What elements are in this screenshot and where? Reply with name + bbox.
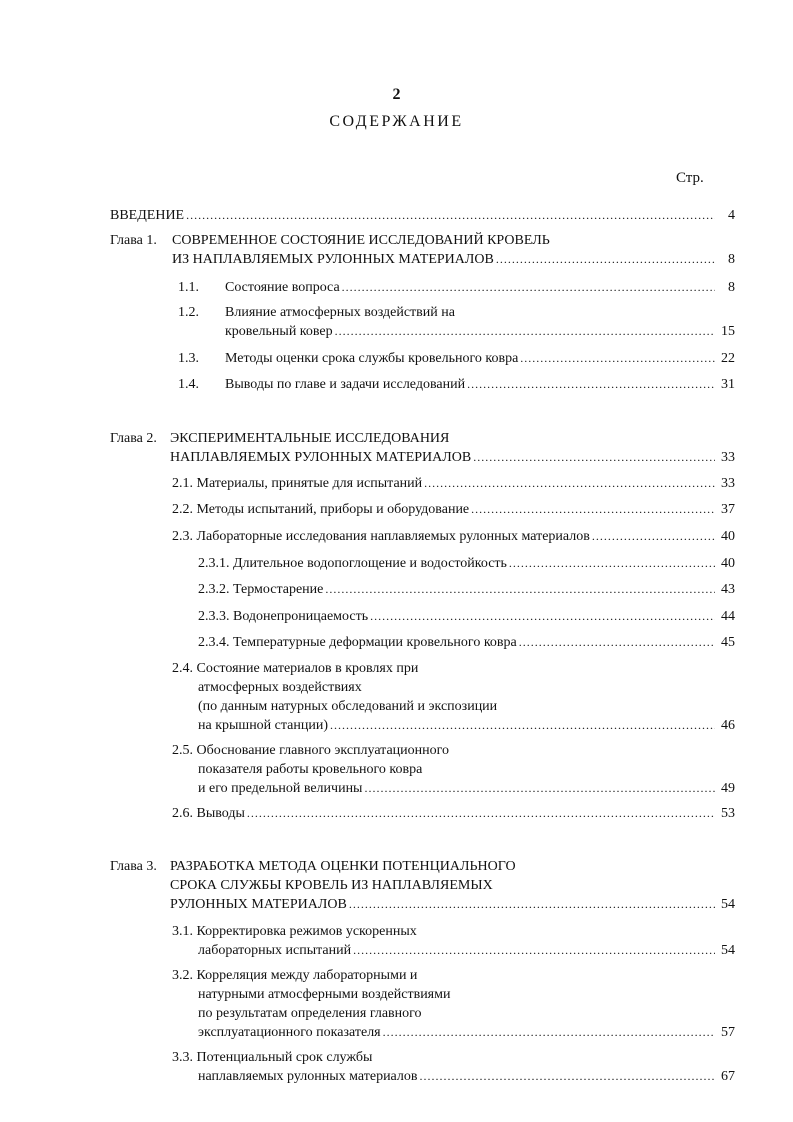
dot-leader <box>330 716 715 735</box>
dot-leader <box>519 633 715 652</box>
section-number: 1.1. <box>178 280 199 295</box>
section-1.3[interactable] <box>225 349 735 368</box>
dot-leader <box>353 941 715 960</box>
dot-leader <box>349 895 715 914</box>
dot-leader <box>364 779 715 798</box>
dot-leader <box>424 474 715 493</box>
page-ref: 44 <box>721 609 735 624</box>
page-ref: 46 <box>721 718 735 733</box>
chapter-2-section[interactable] <box>198 607 735 626</box>
entry-text-line: и его предельной величины <box>198 781 363 796</box>
entry-text-line: эксплуатационного показателя <box>198 1025 381 1040</box>
entry-text-line: 2.1. Материалы, принятые для испытаний <box>172 476 423 491</box>
dot-leader <box>467 375 715 394</box>
dot-leader <box>335 322 715 341</box>
page-ref: 8 <box>728 252 735 267</box>
chapter-2-section[interactable] <box>172 659 735 735</box>
dot-leader <box>520 349 715 368</box>
page-ref: 8 <box>728 280 735 295</box>
chapter-2-section[interactable] <box>172 500 735 519</box>
entry-text-line: Влияние атмосферных воздействий на <box>225 305 455 320</box>
entry-text-line: атмосферных воздействиях <box>198 680 362 695</box>
entry-text-line: ВВЕДЕНИЕ <box>110 208 185 223</box>
entry-text-line: 2.3.3. Водонепроницаемость <box>198 609 369 624</box>
page-ref: 67 <box>721 1069 735 1084</box>
page-ref: 40 <box>721 556 735 571</box>
dot-leader <box>496 250 715 269</box>
entry-text-line: натурными атмосферными воздействиями <box>198 987 451 1002</box>
page-ref: 53 <box>721 806 735 821</box>
dot-leader <box>383 1023 715 1042</box>
section-1.4[interactable] <box>225 375 735 394</box>
page-ref: 37 <box>721 502 735 517</box>
dot-leader <box>325 580 715 599</box>
entry-text-line: 3.3. Потенциальный срок службы <box>172 1050 373 1065</box>
page-number: 2 <box>392 86 401 103</box>
chapter-2-section[interactable] <box>198 554 735 573</box>
entry-text-line: ИЗ НАПЛАВЛЯЕМЫХ РУЛОННЫХ МАТЕРИАЛОВ <box>172 252 494 267</box>
entry-text-line: наплавляемых рулонных материалов <box>198 1069 418 1084</box>
page-ref: 31 <box>721 377 735 392</box>
chapter-2-section[interactable] <box>198 580 735 599</box>
entry-text-line: СРОКА СЛУЖБЫ КРОВЕЛЬ ИЗ НАПЛАВЛЯЕМЫХ <box>170 878 493 893</box>
chapter-3-entry[interactable] <box>170 857 735 914</box>
chapter-2-label: Глава 2. <box>110 431 157 446</box>
entry-text-line: Состояние вопроса <box>225 280 340 295</box>
entry-text-line: (по данным натурных обследований и экспозиции <box>198 699 498 714</box>
intro-entry[interactable] <box>110 206 735 225</box>
chapter-2-section[interactable] <box>172 474 735 493</box>
dot-leader <box>473 448 715 467</box>
entry-text-line: 2.3. Лабораторные исследования наплавляемых рулонных материалов <box>172 529 590 544</box>
entry-text-line: Выводы по главе и задачи исследований <box>225 377 466 392</box>
dot-leader <box>420 1067 716 1086</box>
section-number: 1.2. <box>178 305 199 320</box>
entry-text-line: 2.3.2. Термостарение <box>198 582 324 597</box>
entry-text-line: 2.3.4. Температурные деформации кровельного ковра <box>198 635 517 650</box>
entry-text-line: РАЗРАБОТКА МЕТОДА ОЦЕНКИ ПОТЕНЦИАЛЬНОГО <box>170 859 516 874</box>
entry-text-line: 2.5. Обоснование главного эксплуатационного <box>172 743 450 758</box>
chapter-2-section[interactable] <box>172 804 735 823</box>
page-ref: 54 <box>721 943 735 958</box>
pages-column-label: Стр. <box>676 170 704 186</box>
entry-text-line: кровельный ковер <box>225 324 333 339</box>
dot-leader <box>370 607 715 626</box>
chapter-3-label: Глава 3. <box>110 859 157 874</box>
page-ref: 15 <box>721 324 735 339</box>
entry-text-line: РУЛОННЫХ МАТЕРИАЛОВ <box>170 897 347 912</box>
page-ref: 22 <box>721 351 735 366</box>
page-ref: 4 <box>728 208 735 223</box>
dot-leader <box>509 554 715 573</box>
chapter-2-entry[interactable] <box>170 429 735 467</box>
page-title: СОДЕРЖАНИЕ <box>329 113 464 130</box>
chapter-3-section[interactable] <box>172 1048 735 1086</box>
page-ref: 54 <box>721 897 735 912</box>
entry-text-line: на крышной станции) <box>198 718 329 733</box>
entry-text-line: 2.4. Состояние материалов в кровлях при <box>172 661 419 676</box>
entry-text-line: НАПЛАВЛЯЕМЫХ РУЛОННЫХ МАТЕРИАЛОВ <box>170 450 472 465</box>
entry-text-line: 2.3.1. Длительное водопоглощение и водостойкость <box>198 556 507 571</box>
page-ref: 33 <box>721 476 735 491</box>
section-1.1[interactable] <box>225 278 735 297</box>
chapter-1-entry[interactable] <box>172 231 735 269</box>
section-number: 1.3. <box>178 351 199 366</box>
chapter-2-section[interactable] <box>172 527 735 546</box>
entry-text-line: 2.6. Выводы <box>172 806 245 821</box>
chapter-2-section[interactable] <box>172 741 735 798</box>
dot-leader <box>592 527 715 546</box>
section-number: 1.4. <box>178 377 199 392</box>
entry-text-line: лабораторных испытаний <box>198 943 352 958</box>
page-ref: 43 <box>721 582 735 597</box>
entry-text-line: СОВРЕМЕННОЕ СОСТОЯНИЕ ИССЛЕДОВАНИЙ КРОВЕЛЬ <box>172 233 550 248</box>
entry-text-line: 3.1. Корректировка режимов ускоренных <box>172 924 417 939</box>
dot-leader <box>247 804 715 823</box>
entry-text-line: показателя работы кровельного ковра <box>198 762 423 777</box>
entry-text-line: ЭКСПЕРИМЕНТАЛЬНЫЕ ИССЛЕДОВАНИЯ <box>170 431 450 446</box>
page-ref: 33 <box>721 450 735 465</box>
page-ref: 57 <box>721 1025 735 1040</box>
entry-text-line: по результатам определения главного <box>198 1006 422 1021</box>
chapter-1-label: Глава 1. <box>110 233 157 248</box>
dot-leader <box>342 278 715 297</box>
section-1.2[interactable] <box>225 303 735 341</box>
entry-text-line: 3.2. Корреляция между лабораторными и <box>172 968 418 983</box>
dot-leader <box>471 500 715 519</box>
entry-text-line: Методы оценки срока службы кровельного ковра <box>225 351 519 366</box>
entry-text-line: 2.2. Методы испытаний, приборы и оборудование <box>172 502 470 517</box>
chapter-2-section[interactable] <box>198 633 735 652</box>
page-ref: 40 <box>721 529 735 544</box>
page-ref: 49 <box>721 781 735 796</box>
chapter-3-section[interactable] <box>172 966 735 1042</box>
page-ref: 45 <box>721 635 735 650</box>
chapter-3-section[interactable] <box>172 922 735 960</box>
dot-leader <box>186 206 715 225</box>
